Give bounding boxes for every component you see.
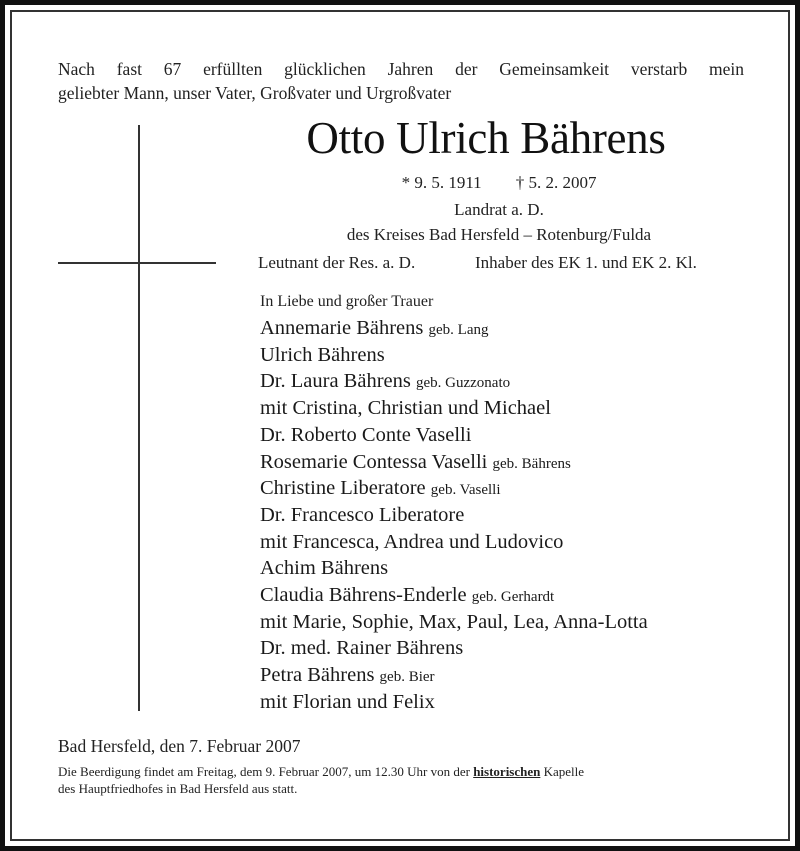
- funeral-note-line-1: [58, 763, 584, 780]
- deceased-name: Otto Ulrich Bährens: [306, 113, 666, 163]
- mourner-name: mit Florian und Felix: [260, 690, 435, 713]
- mourner-entry: [260, 424, 471, 447]
- mourner-name: Dr. Laura Bährens: [260, 370, 411, 393]
- cross-vertical: [138, 125, 140, 711]
- honors: Inhaber des EK 1. und EK 2. Kl.: [475, 253, 697, 272]
- place-date: Bad Hersfeld, den 7. Februar 2007: [58, 736, 301, 756]
- mourner-entry: [260, 451, 571, 474]
- mourner-name: Ulrich Bährens: [260, 343, 385, 366]
- title-line-1: Landrat a. D.: [454, 200, 544, 219]
- mourner-entry: [260, 691, 435, 714]
- mourner-name: Dr. med. Rainer Bährens: [260, 637, 464, 660]
- mourner-name: Petra Bährens: [260, 664, 375, 687]
- mourner-entry: [260, 317, 488, 340]
- intro-line-1: Nach fast 67 erfüllten glücklichen Jahren der Gemeinsamkeit verstarb mein: [58, 59, 744, 79]
- mourner-name: Achim Bährens: [260, 557, 389, 580]
- funeral-text-b: Kapelle: [540, 764, 585, 779]
- mourner-name: mit Cristina, Christian und Michael: [260, 397, 551, 420]
- mourner-entry: [260, 344, 385, 367]
- mourner-entry: [260, 477, 501, 500]
- funeral-emphasis: historischen: [473, 764, 541, 779]
- life-dates: [258, 173, 740, 193]
- mourner-name: mit Marie, Sophie, Max, Paul, Lea, Anna-Lotta: [260, 610, 648, 633]
- intro-line-2: geliebter Mann, unser Vater, Großvater und Urgroßvater: [58, 83, 452, 103]
- mourner-name: Christine Liberatore: [260, 477, 426, 500]
- cross-horizontal: [58, 262, 216, 264]
- mourner-entry: [260, 664, 435, 687]
- mourner-name: Dr. Francesco Liberatore: [260, 503, 465, 526]
- mourner-name: Rosemarie Contessa Vaselli: [260, 450, 488, 473]
- funeral-text-a: Die Beerdigung findet am Freitag, dem 9. Februar 2007, um 12.30 Uhr von der: [58, 764, 474, 779]
- maiden-name-note: geb. Bier: [379, 669, 435, 686]
- mourner-entry: [260, 504, 464, 527]
- maiden-name-note: geb. Gerhardt: [471, 589, 555, 605]
- mourner-entry: [260, 637, 463, 660]
- mourner-entry: [260, 531, 563, 554]
- mourner-name: Annemarie Bährens: [260, 317, 424, 339]
- mourner-entry: [260, 397, 551, 420]
- maiden-name-note: geb. Guzzonato: [415, 375, 511, 392]
- mourner-entry: [260, 611, 648, 634]
- mourner-entry: [260, 584, 554, 607]
- maiden-name-note: geb. Vaselli: [430, 482, 501, 499]
- mourner-entry: [260, 557, 388, 580]
- death-date: † 5. 2. 2007: [515, 173, 597, 192]
- maiden-name-note: geb. Lang: [428, 322, 489, 338]
- mourner-name: Claudia Bährens-Enderle: [260, 584, 467, 606]
- maiden-name-note: geb. Bährens: [492, 455, 571, 472]
- mourner-entry: [260, 370, 510, 393]
- birth-date: * 9. 5. 1911: [401, 173, 482, 192]
- mourner-name: mit Francesca, Andrea und Ludovico: [260, 530, 564, 553]
- mourners-heading: In Liebe und großer Trauer: [260, 293, 434, 310]
- rank: Leutnant der Res. a. D.: [258, 253, 416, 272]
- title-line-2: des Kreises Bad Hersfeld – Rotenburg/Fulda: [346, 225, 652, 244]
- mourner-name: Dr. Roberto Conte Vaselli: [260, 423, 472, 446]
- funeral-note-line-2: des Hauptfriedhofes in Bad Hersfeld aus statt.: [58, 781, 298, 796]
